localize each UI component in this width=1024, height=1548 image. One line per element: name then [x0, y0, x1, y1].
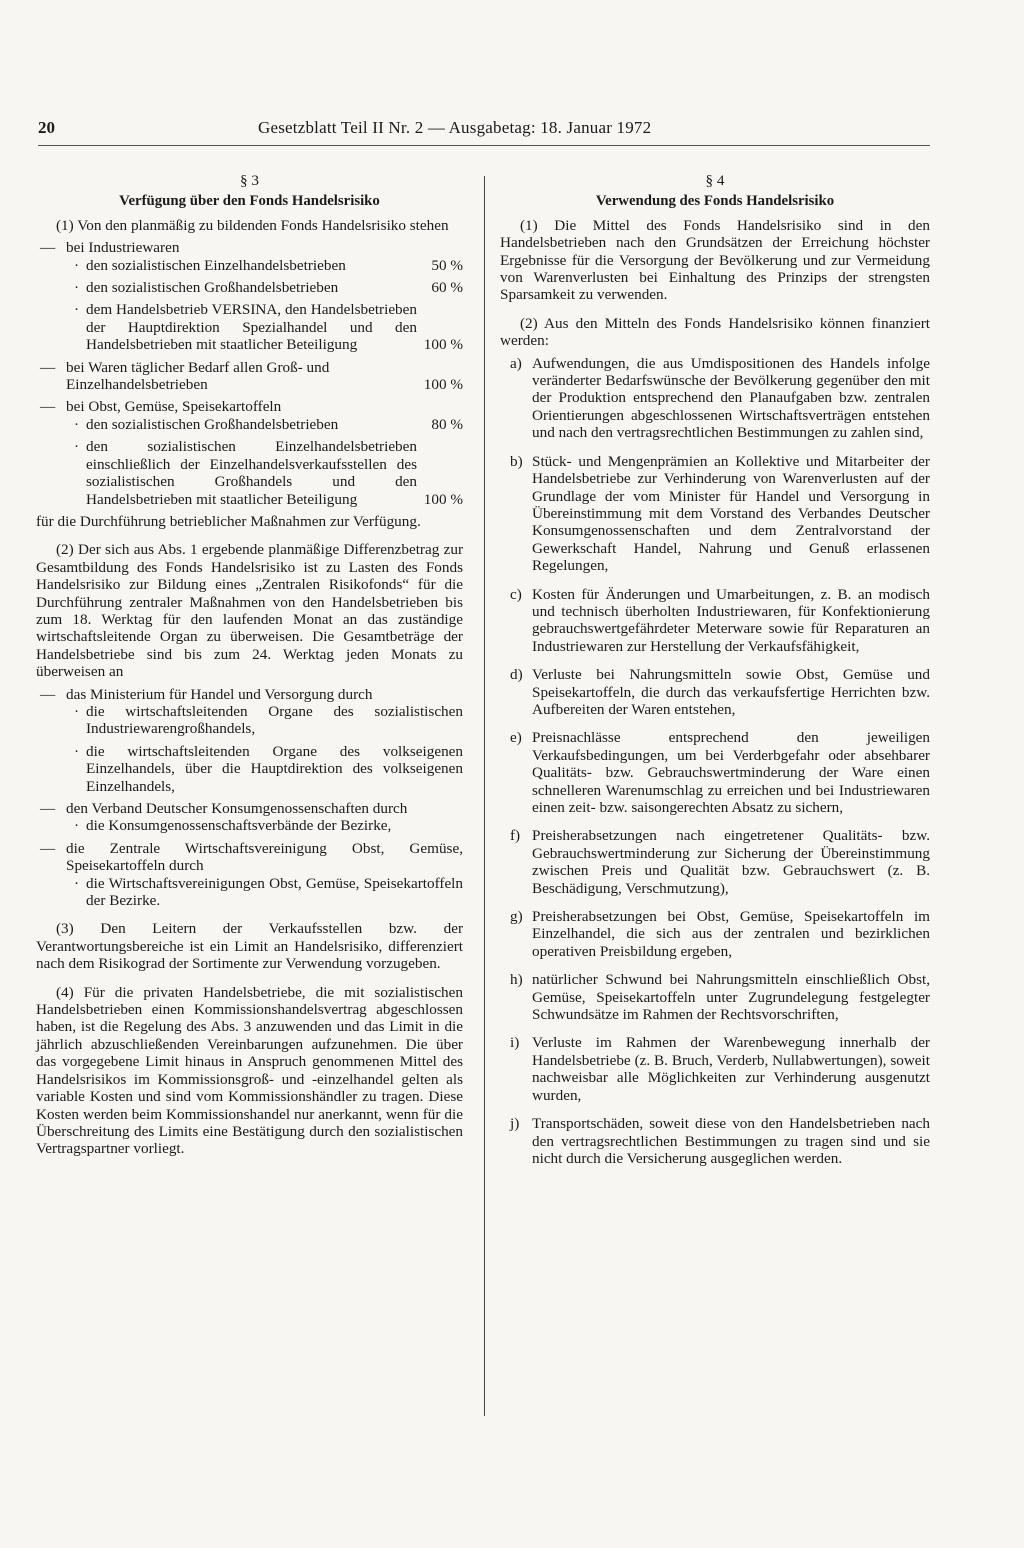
list-item: a) Aufwendungen, die aus Umdispositionen des Handels infolge veränderter Bedarfswünsche der Bevölkerung gegenüber den mit der Produktion entsprechend den Planaufgaben bzw. zentralen Orientierungen abgeschlossenen Wirtschaftsverträgen entstehen und nach den vertragsrechtlichen Bestimmungen zu zahlen sind, — [510, 354, 930, 442]
dot-item: · die wirtschaftsleitenden Organe des sozialistischen Industriewarengroßhandels, — [74, 702, 463, 738]
paragraph: (4) Für die privaten Handelsbetriebe, die mit sozialistischen Handelsbetrieben einen Kommissionshandelsvertrag abgeschlossen haben, ist die Regelung des Abs. 3 anzuwenden und das Limit in die jährlich abzuschließenden Vereinbarungen aufzunehmen. Die über das vorgegebene Limit hinaus in Anspruch genommenen Mittel des Handelsrisikos im Kommissionsgroß- und -einzelhandel gelten als variable Kosten und sind vom Kommissionshändler zu tragen. Diese Kosten werden beim Kommissionshandel nur anerkannt, wenn für die Überschreitung des Limits eine Bestätigung durch den sozialistischen Vertragspartner vorliegt. — [36, 983, 463, 1158]
section-title: Verwendung des Fonds Handelsrisiko — [595, 193, 835, 210]
paragraph: (2) Aus den Mitteln des Fonds Handelsrisiko können finanziert werden: — [500, 314, 930, 350]
header-rule — [38, 145, 930, 146]
percentage: 100 % — [423, 490, 463, 508]
list-item: e) Preisnachlässe entsprechend den jeweiligen Verkaufsbedingungen, um bei Verderbgefahr oder absehbarer Qualitäts- bzw. Gebrauchswertminderung der Ware einen schnelleren Warenumschlag zu erreichen und bei Industriewaren einen zeit- bzw. saisongerechten Absatz zu sichern, — [510, 729, 930, 816]
percentage: 60 % — [431, 279, 463, 297]
list-item: j) Transportschäden, soweit diese von den Handelsbetrieben nach den vertragsrechtlichen Bestimmungen zu tragen sind und sie nicht durch die Versicherung ausgeglichen werden. — [510, 1115, 930, 1167]
dot-item: · dem Handelsbetrieb VERSINA, den Handelsbetrieben der Hauptdirektion Spezialhandel und den Handelsbetrieben mit staatlicher Beteiligung 100 % — [74, 301, 463, 354]
dash-item: — bei Obst, Gemüse, Speisekartoffeln — [40, 398, 282, 416]
dash-item: — bei Industriewaren — [40, 239, 180, 257]
dot-item: · die Wirtschaftsvereinigungen Obst, Gemüse, Speisekartoffeln der Bezirke. — [74, 874, 463, 910]
list-item: c) Kosten für Änderungen und Umarbeitungen, z. B. an modisch und technisch überholten Industriewaren, für Konfektionierung gebrauchswertgefährdeter Meterware sowie für Reparaturen an Industriewaren zur Herstellung der Verkaufsfähigkeit, — [510, 585, 930, 655]
header-title: Gesetzblatt Teil II Nr. 2 — Ausgabetag: 18. Januar 1972 — [258, 118, 652, 137]
list-item: h) natürlicher Schwund bei Nahrungsmitteln einschließlich Obst, Gemüse, Speisekartoffeln unter Zugrundelegung festgelegter Schwundsätze im Rahmen der Rechtsvorschriften, — [510, 971, 930, 1024]
dot-item: · die wirtschaftsleitenden Organe des volkseigenen Einzelhandels, über die Hauptdirektion des volkseigenen Einzelhandels, — [74, 742, 463, 795]
dash-item: — das Ministerium für Handel und Versorgung durch — [40, 685, 373, 703]
list-item: d) Verluste bei Nahrungsmitteln sowie Obst, Gemüse und Speisekartoffeln, die durch das verkaufsfertige Herrichten bzw. Aufbereiten der Waren entstehen, — [510, 666, 930, 718]
list-item: b) Stück- und Mengenprämien an Kollektive und Mitarbeiter der Handelsbetriebe zur Verhinderung von Warenverlusten auf der Grundlage der vom Minister für Handel und Versorgung in Übereinstimmung mit dem Vorstand des Verbandes Deutscher Konsumgenossenschaften und dem Zentralvorstand der Gewerkschaft Handel, Nahrung und Genuß erlassenen Regelungen, — [510, 452, 930, 575]
paragraph: (1) Die Mittel des Fonds Handelsrisiko sind in den Handelsbetrieben nach den Grundsätzen der Erreichung höchster Ergebnisse für die Versorgung der Bevölkerung und zur Vermeidung von Warenverlusten bei Einhaltung des Prinzips der strengsten Sparsamkeit zu verwenden. — [500, 216, 930, 304]
page-number: 20 — [38, 118, 55, 137]
dash-item: — die Zentrale Wirtschaftsvereinigung Obst, Gemüse, Speisekartoffeln durch — [40, 839, 463, 875]
list-item: f) Preisherabsetzungen nach eingetretener Qualitäts- bzw. Gebrauchswertminderung zur Sicherung der Übereinstimmung zwischen Preis und Qualität bzw. Gebrauchswert (z. B. Beschädigung, Verschmutzung), — [510, 827, 930, 897]
paragraph: (2) Der sich aus Abs. 1 ergebende planmäßige Differenzbetrag zur Gesamtbildung des Fonds Handelsrisiko ist zu Lasten des Fonds Handelsrisiko zur Bildung eines „Zentralen Risikofonds“ für die Durchführung zentraler Maßnahmen von den Handelsbetrieben bis zum 18. Werktag für den laufenden Monat an das zuständige wirtschaftsleitende Organ zu überweisen. Die Gesamtbeträge der Handelsbetriebe sind bis zum 24. Werktag jeden Monats zu überweisen an — [36, 541, 463, 681]
paragraph: für die Durchführung betrieblicher Maßnahmen zur Verfügung. — [36, 512, 421, 530]
list-item: i) Verluste im Rahmen der Warenbewegung innerhalb der Handelsbetriebe (z. B. Bruch, Verderb, Nullabwertungen), soweit nachweisbar alle Möglichkeiten zur Verhinderung ausgenutzt wurden, — [510, 1034, 930, 1104]
percentage: 100 % — [423, 336, 463, 354]
paragraph: (3) Den Leitern der Verkaufsstellen bzw. der Verantwortungsbereiche ist ein Limit an Handelsrisiko, differenziert nach dem Risikograd der Sortimente zur Verwendung vorzugeben. — [36, 920, 463, 973]
section-number: § 3 — [240, 172, 259, 189]
dot-item: · den sozialistischen Großhandelsbetrieben 80 % — [74, 415, 463, 433]
dash-item: — bei Waren täglicher Bedarf allen Groß- und Einzelhandelsbetrieben 100 % — [40, 358, 463, 394]
percentage: 100 % — [423, 376, 463, 394]
dot-item: · die Konsumgenossenschaftsverbände der Bezirke, — [74, 817, 392, 835]
column-divider — [484, 176, 485, 1416]
section-number: § 4 — [705, 172, 725, 189]
dot-item: · den sozialistischen Großhandelsbetrieben 60 % — [74, 279, 463, 297]
dash-item: — den Verband Deutscher Konsumgenossenschaften durch — [40, 800, 408, 817]
percentage: 50 % — [431, 256, 463, 274]
paragraph: (1) Von den planmäßig zu bildenden Fonds Handelsrisiko stehen — [56, 216, 449, 234]
dot-item: · den sozialistischen Einzelhandelsbetrieben 50 % — [74, 256, 463, 274]
right-column — [500, 172, 930, 1167]
section-title: Verfügung über den Fonds Handelsrisiko — [119, 193, 380, 210]
list-item: g) Preisherabsetzungen bei Obst, Gemüse, Speisekartoffeln im Einzelhandel, die sich aus der zentralen und bezirklichen operativen Preisbildung ergeben, — [510, 908, 930, 960]
dot-item: · den sozialistischen Einzelhandelsbetrieben einschließlich der Einzelhandelsverkaufsstellen des sozialistischen Großhandels und den Handelsbetrieben mit staatlicher Beteiligung 100 % — [74, 438, 463, 508]
percentage: 80 % — [431, 415, 463, 433]
left-column — [36, 172, 463, 1158]
